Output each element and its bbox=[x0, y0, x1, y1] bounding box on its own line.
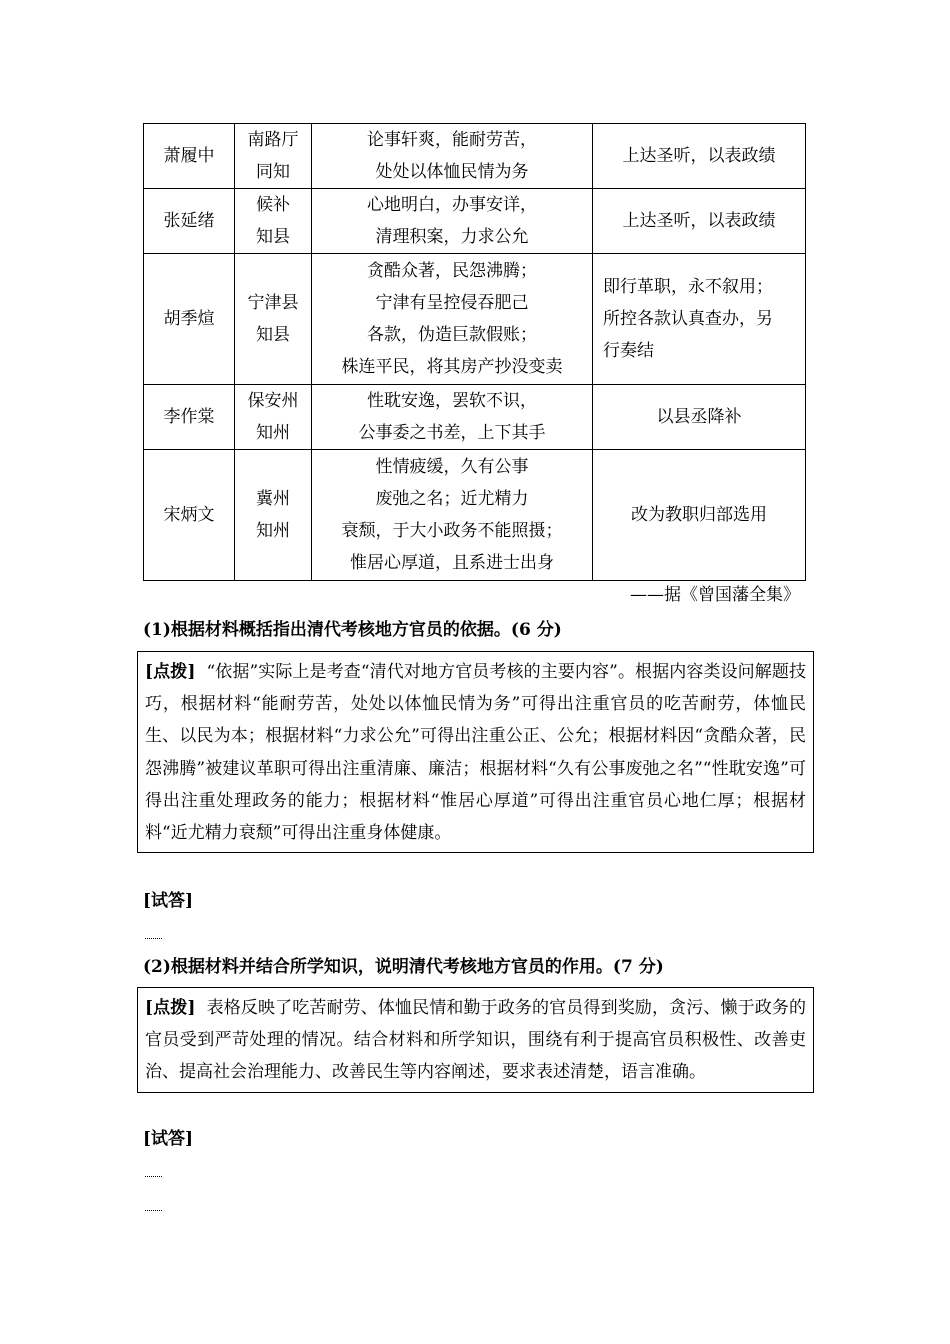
official-post-line: 知县 bbox=[256, 227, 290, 247]
evaluation-cell bbox=[312, 124, 593, 189]
official-post-line: 保安州 bbox=[247, 391, 299, 411]
official-post-line: 冀州 bbox=[256, 489, 290, 509]
answer-line-1[interactable] bbox=[145, 938, 162, 939]
result-cell bbox=[593, 124, 806, 189]
result-cell bbox=[593, 450, 806, 581]
answer-label-2: [试答] bbox=[143, 1129, 194, 1149]
answer-label-1: [试答] bbox=[143, 891, 194, 911]
evaluation-cell bbox=[312, 254, 593, 385]
evaluation-line: 株连平民，将其房产抄没变卖 bbox=[341, 357, 563, 377]
result-line: 上达圣听，以表政绩 bbox=[622, 211, 776, 231]
evaluation-line: 惟居心厚道，且系进士出身 bbox=[350, 553, 554, 573]
hint-label: [点拨] bbox=[145, 998, 196, 1018]
official-post-line: 宁津县 bbox=[247, 293, 299, 313]
official-post-line: 候补 bbox=[256, 195, 290, 215]
result-line: 上达圣听，以表政绩 bbox=[622, 146, 776, 166]
hint-box-1 bbox=[137, 651, 814, 853]
official-post-cell bbox=[235, 254, 312, 385]
official-post-line: 知州 bbox=[256, 423, 290, 443]
result-line: 所控各款认真查办，另 bbox=[603, 309, 773, 329]
result-line: 改为教职归部选用 bbox=[631, 505, 767, 525]
answer-line-2a[interactable] bbox=[145, 1176, 162, 1177]
official-post-cell bbox=[235, 450, 312, 581]
evaluation-line: 废弛之名；近尤精力 bbox=[375, 489, 529, 509]
result-cell bbox=[593, 189, 806, 254]
official-name-cell bbox=[144, 450, 235, 581]
source-citation: ——据《曾国藩全集》 bbox=[630, 585, 800, 605]
official-post-line: 同知 bbox=[256, 162, 290, 182]
result-cell bbox=[593, 254, 806, 385]
hint-label: [点拨] bbox=[145, 662, 196, 682]
official-name: 胡季煊 bbox=[163, 309, 215, 329]
official-post-line: 知县 bbox=[256, 325, 290, 345]
table-row bbox=[144, 385, 806, 450]
evaluation-line: 心地明白，办事安详， bbox=[367, 195, 537, 215]
evaluation-cell bbox=[312, 189, 593, 254]
official-name-cell bbox=[144, 189, 235, 254]
official-name-cell bbox=[144, 254, 235, 385]
official-name-cell bbox=[144, 385, 235, 450]
evaluation-line: 清理积案，力求公允 bbox=[375, 227, 529, 247]
question-1: (1)根据材料概括指出清代考核地方官员的依据。(6 分) bbox=[143, 620, 562, 640]
result-line: 即行革职，永不叙用； bbox=[603, 277, 773, 297]
official-name-cell bbox=[144, 124, 235, 189]
table-row bbox=[144, 450, 806, 581]
evaluation-line: 性耽安逸，罢软不识， bbox=[367, 391, 537, 411]
table-row bbox=[144, 124, 806, 189]
official-post-cell bbox=[235, 124, 312, 189]
evaluation-line: 性情疲缓，久有公事 bbox=[375, 457, 529, 477]
evaluation-line: 公事委之书差，上下其手 bbox=[358, 423, 546, 443]
evaluation-cell bbox=[312, 385, 593, 450]
evaluation-line: 宁津有呈控侵吞肥己 bbox=[375, 293, 529, 313]
official-name: 宋炳文 bbox=[163, 505, 215, 525]
official-name: 张延绪 bbox=[163, 211, 215, 231]
evaluation-line: 贪酷众著，民怨沸腾； bbox=[367, 261, 537, 281]
result-cell bbox=[593, 385, 806, 450]
answer-line-2b[interactable] bbox=[145, 1210, 162, 1211]
hint-label-gap bbox=[195, 998, 206, 1018]
hint-text: 表格反映了吃苦耐劳、体恤民情和勤于政务的官员得到奖励，贪污、懒于政务的官员受到严苛处理的情况。结合材料和所学知识，围绕有利于提高官员积极性、改善吏治、提高社会治理能力、改善民生等内容阐述，要求表述清楚，语言准确。 bbox=[145, 998, 807, 1083]
evaluation-line: 处处以体恤民情为务 bbox=[375, 162, 529, 182]
official-name: 萧履中 bbox=[163, 146, 215, 166]
result-line: 以县丞降补 bbox=[656, 407, 742, 427]
result-line: 行奏结 bbox=[603, 341, 654, 361]
official-post-line: 知州 bbox=[256, 521, 290, 541]
table-row bbox=[144, 254, 806, 385]
evaluation-cell bbox=[312, 450, 593, 581]
official-name: 李作棠 bbox=[163, 407, 215, 427]
question-2: (2)根据材料并结合所学知识，说明清代考核地方官员的作用。(7 分) bbox=[143, 957, 664, 977]
evaluation-line: 论事轩爽，能耐劳苦， bbox=[367, 130, 537, 150]
hint-label-gap bbox=[195, 662, 206, 682]
hint-text: “依据”实际上是考查“清代对地方官员考核的主要内容”。根据内容类设问解题技巧，根据材料“能耐劳苦，处处以体恤民情为务”可得出注重官员的吃苦耐劳，体恤民生、以民为本；根据材料“力求公允”可得出注重公正、公允；根据材料因“贪酷众著，民怨沸腾”被建议革职可得出注重清廉、廉洁；根据材料“久有公事废弛之名”“性耽安逸”可得出注重处理政务的能力；根据材料“惟居心厚道”可得出注重官员心地仁厚；根据材料“近尤精力衰颓”可得出注重身体健康。 bbox=[145, 662, 806, 844]
official-assessment-table bbox=[143, 123, 806, 581]
official-post-cell bbox=[235, 385, 312, 450]
table-row bbox=[144, 189, 806, 254]
official-post-line: 南路厅 bbox=[247, 130, 299, 150]
evaluation-line: 各款，伪造巨款假账； bbox=[367, 325, 537, 345]
official-post-cell bbox=[235, 189, 312, 254]
hint-box-2 bbox=[137, 987, 814, 1093]
evaluation-line: 衰颓，于大小政务不能照摄； bbox=[341, 521, 563, 541]
